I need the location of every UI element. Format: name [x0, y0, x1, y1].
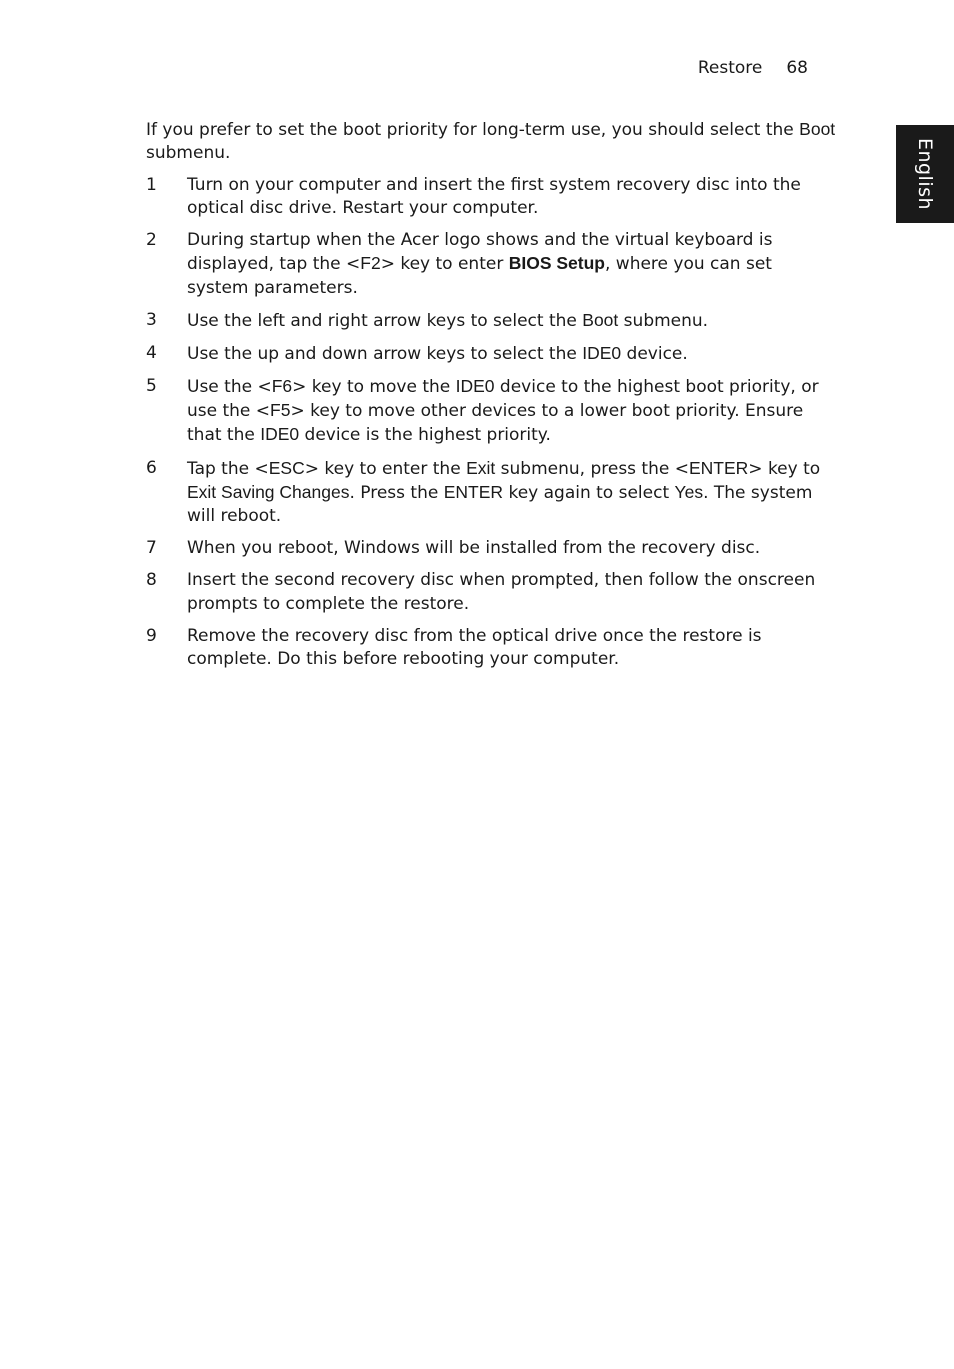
key-term: ENTER — [443, 481, 504, 502]
section-title: Restore — [697, 58, 763, 78]
step-number: 8 — [146, 570, 157, 591]
step-number: 5 — [146, 375, 157, 396]
step-item: 5 Use the <F6> key to move the IDE0 device to the highest boot priority, or use the <F5> key to move other devices to a lower boot priority. Ensure that the IDE0 device is the highest priority. — [146, 375, 819, 446]
step-number: 1 — [146, 174, 157, 195]
step-item: 7 When you reboot, Windows will be installed from the recovery disc. — [146, 537, 836, 560]
device-term: IDE0 — [260, 424, 300, 445]
step-number: 7 — [146, 538, 157, 559]
step-number: 4 — [146, 342, 157, 363]
step-number: 3 — [146, 309, 157, 330]
device-term: IDE0 — [582, 342, 622, 363]
step-item: 2 During startup when the Acer logo shows and the virtual keyboard is displayed, tap the <F2> key to enter BIOS Setup, where you can set system parameters. — [146, 229, 773, 298]
step-item: 3 Use the left and right arrow keys to select the Boot submenu. — [146, 309, 709, 331]
step-item: 9 Remove the recovery disc from the optical drive once the restore is complete. Do this before rebooting your computer. — [146, 625, 762, 670]
step-number: 6 — [146, 457, 157, 478]
device-term: IDE0 — [455, 375, 495, 396]
intro-paragraph: If you prefer to set the boot priority for long-term use, you should select the Boot submenu. — [146, 119, 836, 164]
step-item: 1 Turn on your computer and insert the first system recovery disc into the optical disc drive. Restart your computer. — [146, 174, 801, 218]
step-number: 2 — [146, 229, 157, 250]
step-number: 9 — [146, 625, 157, 646]
key-term: F6 — [271, 375, 293, 396]
steps-list — [146, 174, 836, 672]
page-header — [698, 56, 808, 80]
page-number: 68 — [786, 58, 808, 78]
key-term: F2 — [360, 253, 381, 274]
menu-term: Exit Saving Changes — [187, 481, 350, 502]
step-item: 4 Use the up and down arrow keys to select the IDE0 device. — [146, 342, 688, 364]
key-term: ESC — [268, 457, 305, 478]
option-term: Yes — [674, 481, 704, 502]
page-content — [146, 118, 836, 680]
key-term: ENTER — [688, 457, 749, 478]
key-term: F5 — [270, 400, 291, 421]
language-tab-label: English — [914, 137, 936, 211]
menu-term: Exit — [466, 457, 496, 478]
menu-term: BIOS Setup — [508, 253, 605, 274]
language-tab — [896, 125, 954, 223]
step-item: 8 Insert the second recovery disc when prompted, then follow the onscreen prompts to complete the restore. — [146, 570, 816, 614]
step-item: 6 Tap the <ESC> key to enter the Exit submenu, press the <ENTER> key to Exit Saving Changes. Press the ENTER key again to select Yes. The system will reboot. — [146, 457, 821, 527]
menu-term: Boot — [799, 119, 836, 139]
menu-term: Boot — [582, 309, 619, 330]
